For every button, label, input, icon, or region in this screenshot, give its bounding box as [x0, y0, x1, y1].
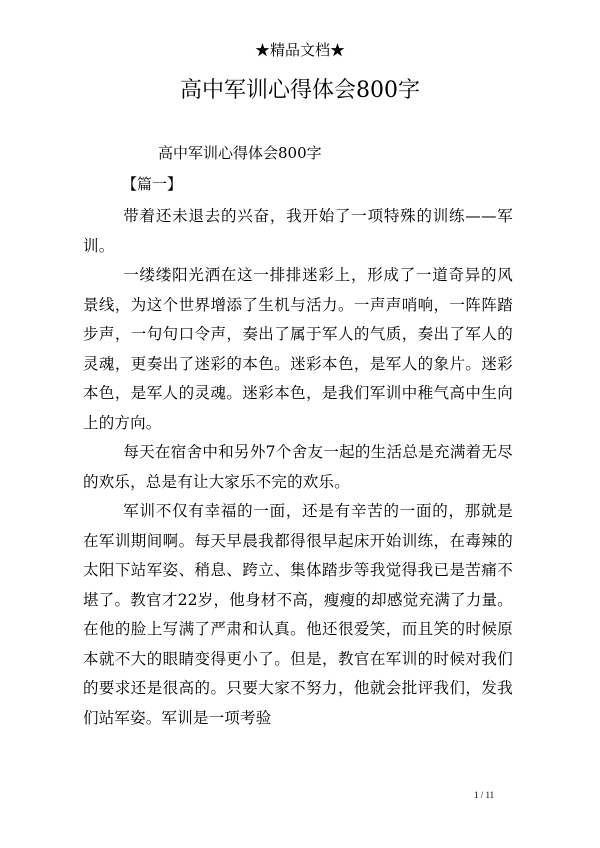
page-number: 1 / 11: [474, 790, 495, 800]
paragraph: 带着还未退去的兴奋，我开始了一项特殊的训练——军训。: [83, 207, 513, 255]
paragraph: 军训不仅有幸福的一面，还是有辛苦的一面的，那就是在军训期间啊。每天早晨我都得很早起床开始训练，在毒辣的太阳下站军姿、稍息、跨立、集体踏步等我觉得我已是苦痛不堪了。教官才22岁，他身材不高，瘦瘦的却感觉充满了力量。在他的脸上写满了严肃和认真。他还很爱笑，而且笑的时候原本就不大的眼睛变得更小了。但是，教官在军训的时候对我们的要求还是很高的。只要大家不努力，他就会批评我们，发我们站军姿。军训是一项考验: [83, 502, 513, 727]
document-subtitle: 高中军训心得体会800字: [158, 144, 322, 162]
header-badge: ★精品文档★: [254, 41, 345, 59]
document-title: 高中军训心得体会800字: [180, 78, 420, 103]
paragraph: 每天在宿舍中和另外7个舍友一起的生活总是充满着无尽的欢乐，总是有让大家乐不完的欢乐。: [83, 443, 513, 491]
paragraph: 一缕缕阳光洒在这一排排迷彩上，形成了一道奇异的风景线，为这个世界增添了生机与活力。一声声哨响，一阵阵踏步声，一句句口令声，奏出了属于军人的气质，奏出了军人的灵魂，更奏出了迷彩的本色。迷彩本色，是军人的象片。迷彩本色，是军人的灵魂。迷彩本色，是我们军训中稚气高中生向上的方向。: [83, 266, 513, 432]
document-body: [83, 202, 513, 733]
section-label: 【篇一】: [122, 175, 183, 193]
